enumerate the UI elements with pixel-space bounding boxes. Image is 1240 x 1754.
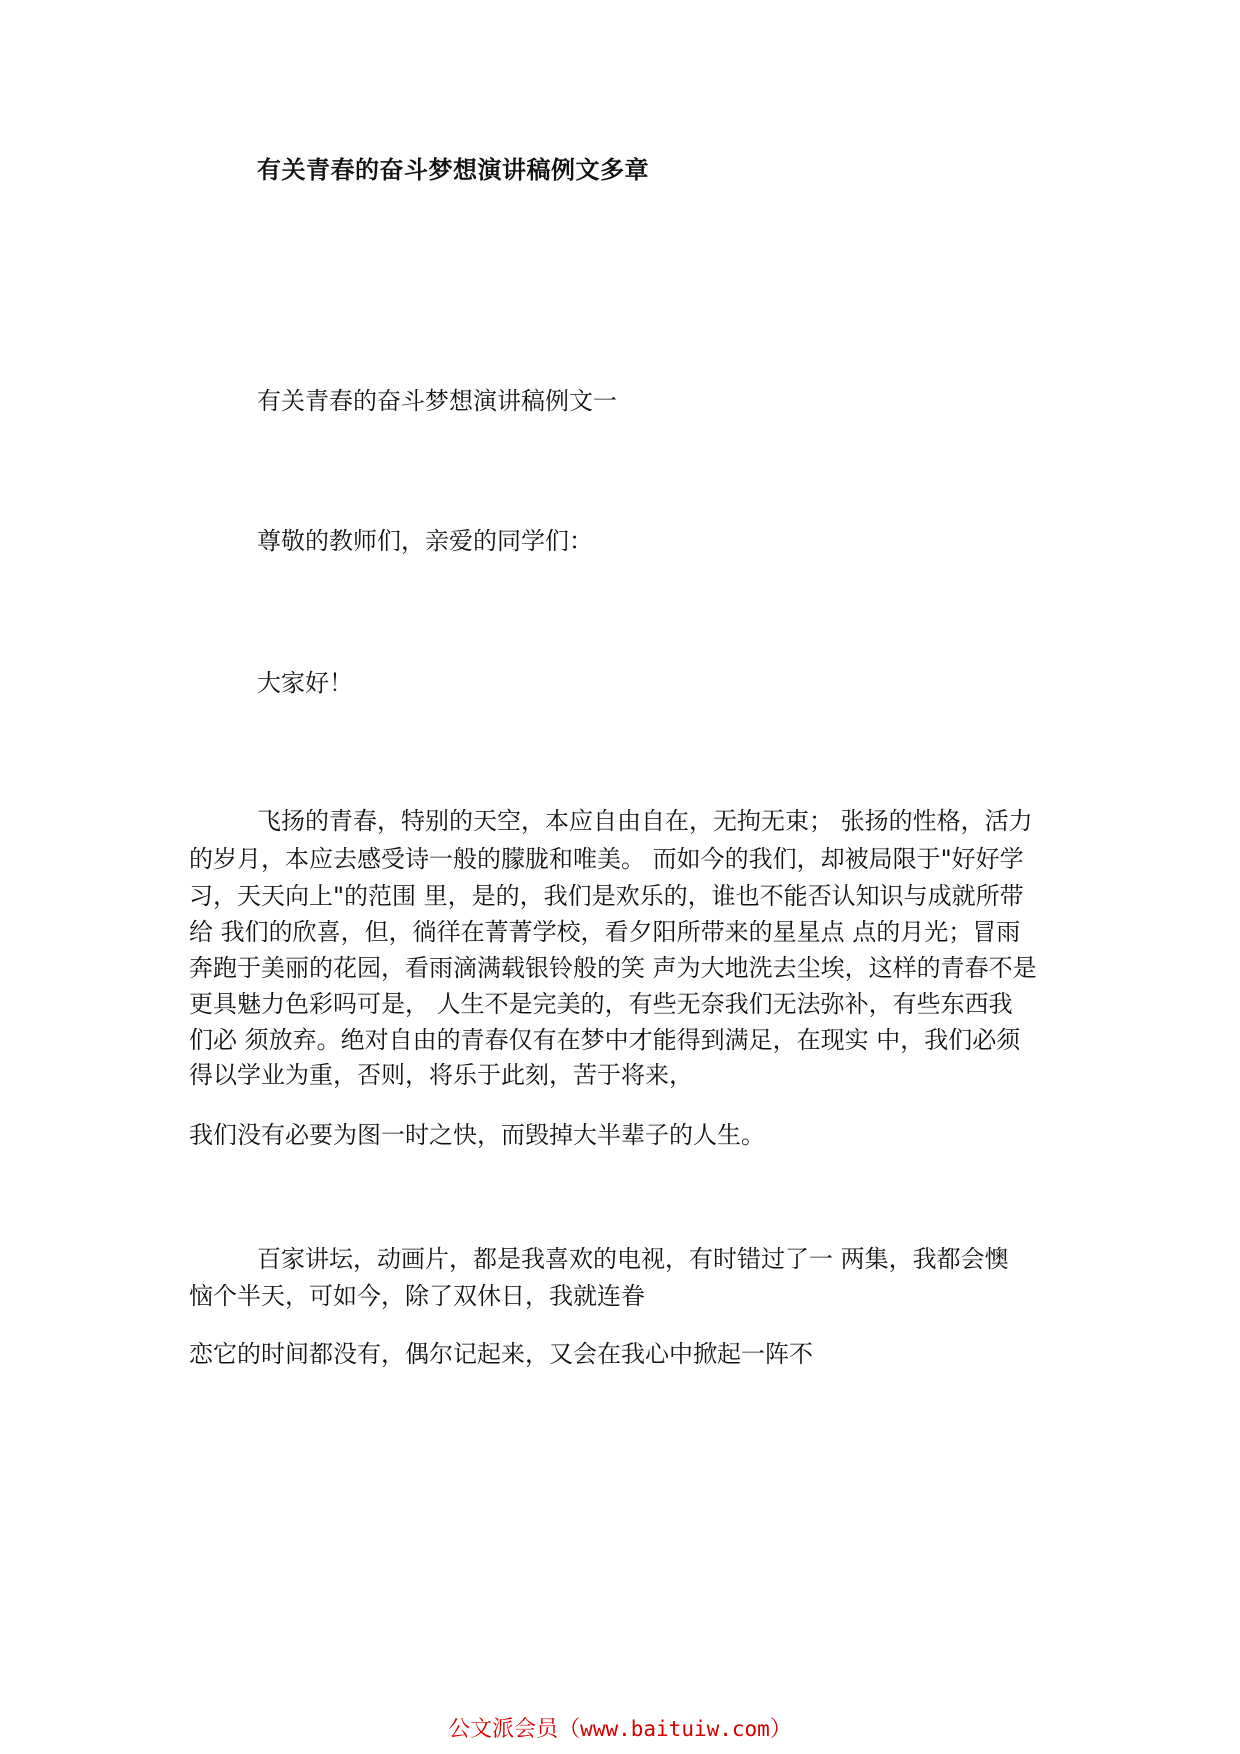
paragraph1-line: 的岁月，本应去感受诗一般的朦胧和唯美。 而如今的我们，却被局限于"好好学 <box>189 845 1024 873</box>
paragraph1-line: 飞扬的青春，特别的天空，本应自由自在，无拘无束； 张扬的性格，活力 <box>257 807 1033 835</box>
paragraph1-line: 奔跑于美丽的花园，看雨滴满载银铃般的笑 声为大地洗去尘埃，这样的青春不是 <box>189 954 1037 982</box>
salutation: 尊敬的教师们，亲爱的同学们： <box>257 527 593 555</box>
paragraph1-line: 更具魅力色彩吗可是， 人生不是完美的，有些无奈我们无法弥补，有些东西我 <box>189 990 1013 1018</box>
paragraph1-line: 习，天天向上"的范围 里，是的，我们是欢乐的，谁也不能否认知识与成就所带 <box>189 882 1024 910</box>
document-title: 有关青春的奋斗梦想演讲稿例文多章 <box>257 156 649 184</box>
paragraph1-line: 得以学业为重，否则，将乐于此刻，苦于将来， <box>189 1061 693 1089</box>
footer-close: ） <box>769 1717 792 1742</box>
footer-watermark <box>0 1712 1240 1743</box>
paragraph1-line: 给 我们的欣喜，但，徜徉在菁菁学校，看夕阳所带来的星星点 点的月光；冒雨 <box>189 918 1021 946</box>
paragraph1-tail: 我们没有必要为图一时之快，而毁掉大半辈子的人生。 <box>189 1121 765 1149</box>
paragraph2-line: 百家讲坛，动画片，都是我喜欢的电视，有时错过了一 两集，我都会懊 <box>257 1245 1009 1273</box>
section-heading: 有关青春的奋斗梦想演讲稿例文一 <box>257 387 617 415</box>
paragraph2-line: 恼个半天，可如今，除了双休日，我就连眷 <box>189 1282 645 1310</box>
greeting: 大家好！ <box>257 669 353 697</box>
footer-brand: 公文派会员（ <box>448 1717 581 1742</box>
paragraph2-tail: 恋它的时间都没有，偶尔记起来，又会在我心中掀起一阵不 <box>189 1340 813 1368</box>
footer-url[interactable]: www.baituiw.com <box>580 1717 770 1741</box>
paragraph1-line: 们必 须放弃。绝对自由的青春仅有在梦中才能得到满足，在现实 中，我们必须 <box>189 1026 1021 1054</box>
